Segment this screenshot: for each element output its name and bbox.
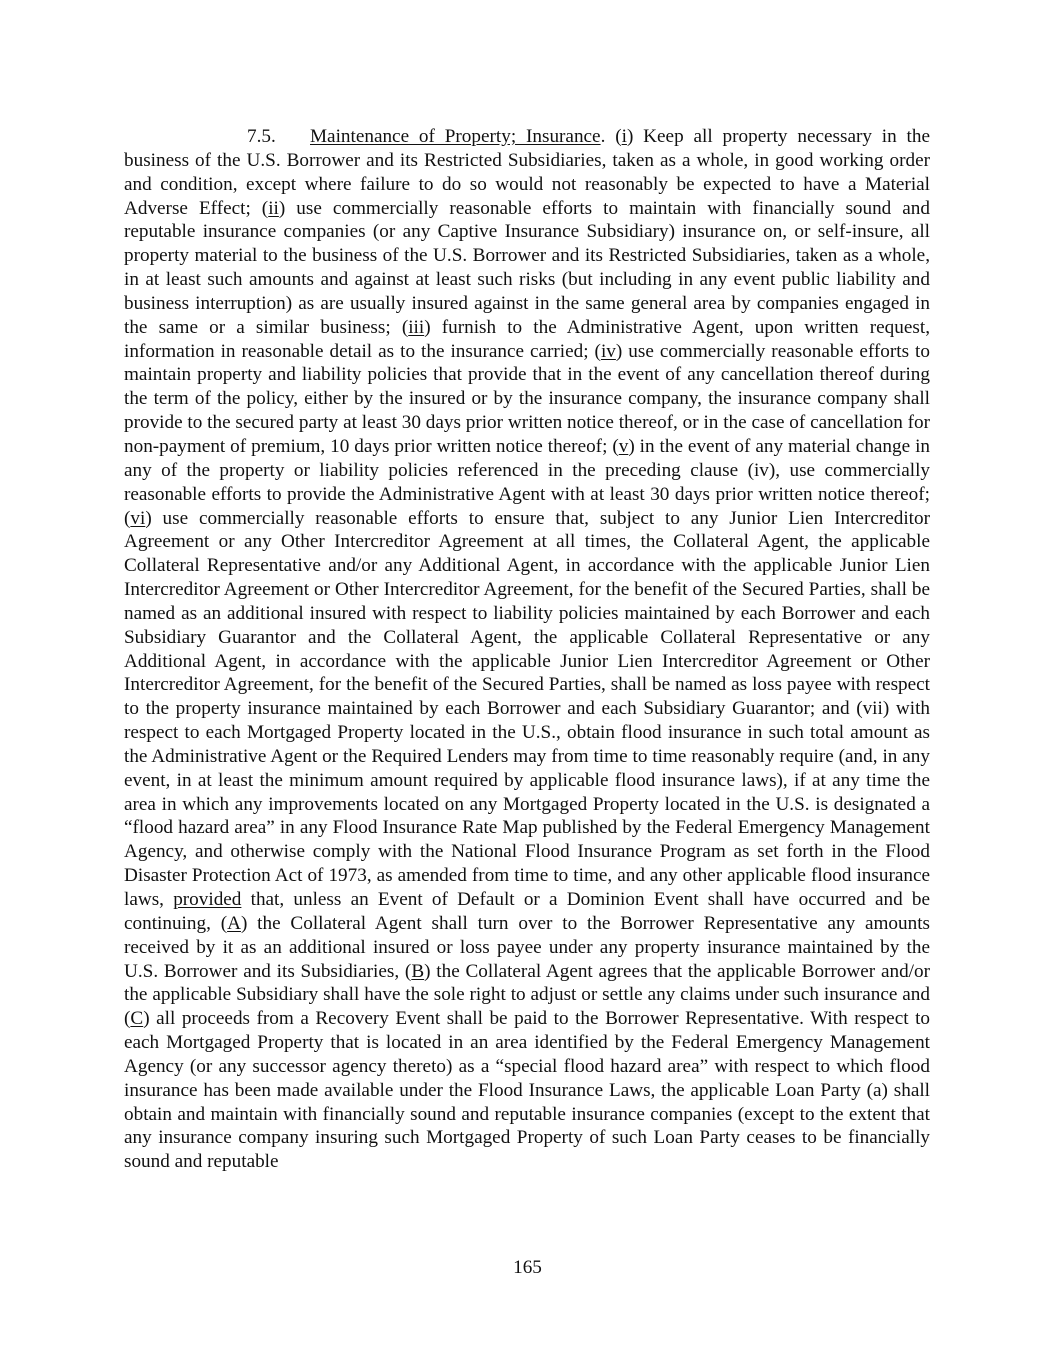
clause-ii-text: use commercially reasonable efforts to maintain with financially sound and reputable insurance companies (or any Captive Insurance Subsidiary) insurance on, or self-insure, all property material to the business of the U.S. Borrower and its Restricted Subsidiaries, taken as a whole, in at least such amounts and against at least such risks (but including in any event public liability and business interruption) as are usually insured against in the same general area by companies engaged in the same or a similar business; (	[124, 197, 930, 338]
clause-B-label: B	[411, 960, 425, 982]
section-number: 7.5.	[247, 126, 276, 147]
clause-B-text: ) the Collateral Agent agrees that the applicable Borrower and/or the applicable Subsidiary shall have the sole right to adjust or settle any claims under such insurance and (	[124, 960, 930, 1030]
page-number: 165	[513, 1257, 542, 1278]
clause-v-text: ) in the event of any material change in any of the property or liability policies referenced in the preceding clause (iv), use commercially reasonable efforts to provide the Administrative Agent with at least 30 days prior written notice thereof; (	[124, 435, 931, 529]
clause-iv-text: use commercially reasonable efforts to maintain property and liability policies that provide that in the event of any cancellation thereof during the term of the policy, either by the insured or by the insurance company, the insurance company shall provide to the secured party at least 30 days prior written notice thereof, or in the case of cancellation for non-payment of premium, 10 days prior written notice thereof; (	[124, 340, 930, 457]
clause-vi-label: vi	[130, 507, 146, 529]
clause-i-label: i	[621, 126, 627, 147]
heading-punctuation: .	[600, 126, 616, 147]
provided-term: provided	[173, 889, 242, 910]
clause-iii-label: iii	[408, 316, 425, 338]
clause-iii-text: furnish to the Administrative Agent, upon written request, information in reasonable detail as to the insurance carried; (	[124, 316, 930, 362]
clause-iv-label: iv	[600, 340, 616, 362]
clause-v-label: v	[618, 435, 629, 457]
clause-vi-text: use commercially reasonable efforts to ensure that, subject to any Junior Lien Intercreditor Agreement or any Other Intercreditor Agreement at all times, the Collateral Agent, the applicable Collateral Representative and/or any Additional Agent, in accordance with the applicable Junior Lien Intercreditor Agreement or Other Intercreditor Agreement, for the benefit of the Secured Parties, shall be named as an additional insured with respect to liability policies maintained by each Borrower and each Subsidiary Guarantor and the Collateral Agent, the applicable Collateral Representative or any Additional Agent, in accordance with the applicable Junior Lien Intercreditor Agreement or Other Intercreditor Agreement, for the benefit of the Secured Parties, shall be named as loss payee with respect to the property insurance maintained by each Borrower and each Subsidiary Guarantor; and (vii) with respect to each Mortgaged Property located in the U.S., obtain flood insurance in such total amount as the Administrative Agent or the Required Lenders may from time to time reasonably require (and, in any event, in at least the minimum amount required by applicable flood insurance laws), if at any time the area in which any improvements located on any Mortgaged Property located in the U.S. is designated a “flood hazard area” in any Flood Insurance Rate Map published by the Federal Emergency Management Agency, and otherwise comply with the National Flood Insurance Program as set forth in the Flood Disaster Protection Act of 1973, as amended from time to time, and any other applicable flood insurance laws,	[124, 507, 930, 910]
clause-A-text: ) the Collateral Agent shall turn over to the Borrower Representative any amounts received by it as an additional insured or loss payee under any property insurance maintained by the U.S. Borrower and its Subsidiaries, (	[124, 912, 931, 982]
clause-ii-label: ii	[268, 197, 279, 219]
section-heading: Maintenance of Property; Insurance	[310, 126, 601, 147]
clause-C-text: ) all proceeds from a Recovery Event shall be paid to the Borrower Representative. With respect to each Mortgaged Property that is located in an area identified by the Federal Emergency Management Agency (or any successor agency thereto) as a “special flood hazard area” with respect to which flood insurance has been made available under the Flood Insurance Laws, the applicable Loan Party (a) shall obtain and maintain with financially sound and reputable insurance companies (except to the extent that any insurance company insuring such Mortgaged Property of such Loan Party ceases to be financially sound and reputable	[124, 1008, 930, 1173]
clause-i-text: Keep all property necessary in the business of the U.S. Borrower and its Restricted Subsidiaries, taken as a whole, in good working order and condition, except where failure to do so would not reasonably be expected to have a Material Adverse Effect; (	[124, 126, 930, 219]
section-7-5-paragraph: 7.5. Maintenance of Property; Insurance. (i) Keep all property necessary in the business of the U.S. Borrower and its Restricted Subsidiaries, taken as a whole, in good working order and condition, except where failure to do so would not reasonably be expected to have a Material Adverse Effect; (ii) use commercially reasonable efforts to maintain with financially sound and reputable insurance companies (or any Captive Insurance Subsidiary) insurance on, or self-insure, all property material to the business of the U.S. Borrower and its Restricted Subsidiaries, taken as a whole, in at least such amounts and against at least such risks (but including in any event public liability and business interruption) as are usually insured against in the same general area by companies engaged in the same or a similar business; (iii) furnish to the Administrative Agent, upon written request, information in reasonable detail as to the insurance carried; (iv) use commercially reasonable efforts to maintain property and liability policies that provide that in the event of any cancellation thereof during the term of the policy, either by the insured or by the insurance company, the insurance company shall provide to the secured party at least 30 days prior written notice thereof, or in the case of cancellation for non-payment of premium, 10 days prior written notice thereof; (v) in the event of any material change in any of the property or liability policies referenced in the preceding clause (iv), use commercially reasonable efforts to provide the Administrative Agent with at least 30 days prior written notice thereof; (vi) use commercially reasonable efforts to ensure that, subject to any Junior Lien Intercreditor Agreement or any Other Intercreditor Agreement at all times, the Collateral Agent, the applicable Collateral Representative and/or any Additional Agent, in accordance with the applicable Junior Lien Intercreditor Agreement or Other Intercreditor Agreement, for the benefit of the Secured Parties, shall be named as an additional insured with respect to liability policies maintained by each Borrower and each Subsidiary Guarantor and the Collateral Agent, the applicable Collateral Representative or any Additional Agent, in accordance with the applicable Junior Lien Intercreditor Agreement or Other Intercreditor Agreement, for the benefit of the Secured Parties, shall be named as loss payee with respect to the property insurance maintained by each Borrower and each Subsidiary Guarantor; and (vii) with respect to each Mortgaged Property located in the U.S., obtain flood insurance in such total amount as the Administrative Agent or the Required Lenders may from time to time reasonably require (and, in any event, in at least the minimum amount required by applicable flood insurance laws), if at any time the area in which any improvements located on any Mortgaged Property located in the U.S. is designated a “flood hazard area” in any Flood Insurance Rate Map published by the Federal Emergency Management Agency, and otherwise comply with the National Flood Insurance Program as set forth in the Flood Disaster Protection Act of 1973, as amended from time to time, and any other applicable flood insurance laws, provided that, unless an Event of Default or a Dominion Event shall have occurred and be continuing, (A) the Collateral Agent shall turn over to the Borrower Representative any amounts received by it as an additional insured or loss payee under any property insurance maintained by the U.S. Borrower and its Subsidiaries, (B) the Collateral Agent agrees that the applicable Borrower and/or the applicable Subsidiary shall have the sole right to adjust or settle any claims under such insurance and (C) all proceeds from a Recovery Event shall be paid to the Borrower Representative. With respect to each Mortgaged Property that is located in an area identified by the Federal Emergency Management Agency (or any successor agency thereto) as a “special flood hazard area” with respect to which flood insurance has been made available under the Flood Insurance Laws, the applicable Loan Party (a) shall obtain and maintain with financially sound and reputable insurance companies (except to the extent that any insurance company insuring such Mortgaged Property of such Loan Party ceases to be financially sound and reputable	[124, 126, 931, 1173]
clause-C-label: C	[130, 1008, 144, 1030]
proviso-text: that, unless an Event of Default or a Dominion Event shall have occurred and be continuing, (	[124, 889, 930, 934]
clause-A-label: A	[227, 912, 241, 934]
